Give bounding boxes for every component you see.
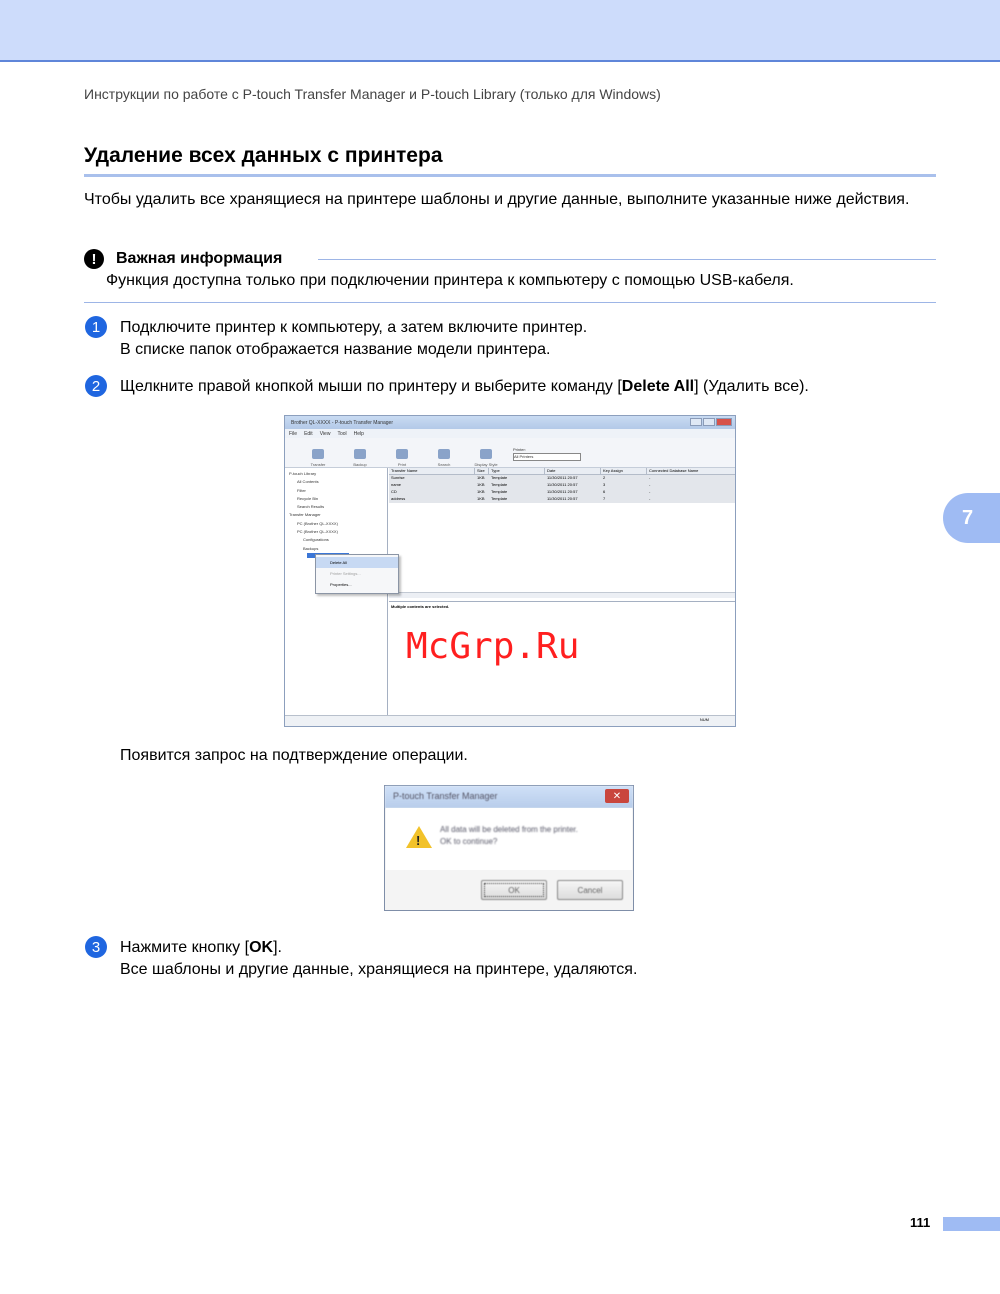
step-2-text-before: Щелкните правой кнопкой мыши по принтеру и выберите команду [ [120,378,622,395]
menu-file: File [289,430,298,437]
dialog-message [440,824,578,848]
step-3-badge: 3 [85,936,107,958]
running-head: Инструкции по работе с P-touch Transfer Manager и P-touch Library (только для Windows) [84,86,661,102]
search-label: Search [437,462,451,467]
tree-item: Transfer Manager [289,512,321,518]
tree-item: Configurations [303,537,329,543]
tree-item: Backups [303,545,319,551]
step-1-line-1: Подключите принтер к компьютеру, а затем включите принтер. [120,319,588,336]
column-header: Transfer Name [389,468,475,474]
search-tool [423,449,465,467]
display-style-icon [480,449,492,459]
print-label: Print [397,462,407,467]
column-header: Size [475,468,489,474]
step-3-line-1 [120,937,637,959]
note-title: Важная информация [116,250,283,267]
step-3-text [120,937,637,981]
note-rule-bottom [84,302,936,303]
contents-list [389,468,736,598]
context-menu [315,554,399,594]
tree-item: Filter [297,487,306,493]
menu-tool: Tool [337,430,347,437]
status-num: NUM [699,717,709,722]
dialog-message-line-2: OK to continue? [440,837,498,846]
display-style-tool [465,449,507,467]
list-header [389,468,736,475]
note-text: Функция доступна только при подключении принтера к компьютеру с помощью USB-кабеля. [106,272,794,289]
backup-label: Backup [353,462,367,467]
note-rule-top [318,259,936,260]
status-bar [285,715,736,726]
confirmation-text: Появится запрос на подтверждение операции. [120,747,468,764]
step-3-line-2: Все шаблоны и другие данные, хранящиеся на принтере, удаляются. [120,961,638,978]
page-number-bar [943,1217,1000,1231]
search-icon [438,449,450,459]
menu-bar [285,429,735,438]
warning-mark: ! [416,833,421,848]
maximize-icon [703,418,715,426]
note-header [84,249,282,269]
column-header: Key Assign [601,468,647,474]
toolbar [285,438,735,468]
step-3-button-name: OK [249,939,274,956]
chapter-tab: 7 [943,493,1000,543]
dialog-body [386,808,632,870]
backup-tool [339,449,381,467]
transfer-icon [312,449,324,459]
header-band [0,0,1000,60]
table-row: address 1KB Template 11/30/2011 20:57 7 - [389,496,736,503]
minimize-icon [690,418,702,426]
printer-selector [513,447,581,461]
tree-item: Search Results [297,504,325,510]
step-2-command: Delete All [621,378,695,395]
tree-item: PC (Brother QL-XXXX) [297,529,338,535]
intro-text: Чтобы удалить все хранящиеся на принтере шаблоны и другие данные, выполните указанные ниже действия. [84,191,910,208]
step-3-text-before: Нажмите кнопку [ [120,939,250,956]
backup-icon [354,449,366,459]
tree-item: P-touch Library [289,471,317,476]
transfer-label: Transfer [310,462,326,467]
dialog-close-icon: ✕ [605,789,629,803]
page-number: 111 [910,1215,931,1230]
dialog-cancel-button: Cancel [557,880,623,900]
step-2-text [120,376,809,398]
section-title: Удаление всех данных с принтера [84,144,443,167]
dialog-ok-button: OK [481,880,547,900]
horizontal-scrollbar [389,592,736,598]
step-1-badge: 1 [85,316,107,338]
table-row: name 1KB Template 11/30/2011 20:57 3 - [389,482,736,489]
menu-help: Help [353,430,364,437]
dialog-title: P-touch Transfer Manager [385,786,633,808]
preview-pane: Multiple contents are selected. [389,601,736,715]
important-icon: ! [84,249,104,269]
display-style-label: Display Style [474,462,498,467]
menu-view: View [319,430,331,437]
close-icon [716,418,732,426]
confirm-dialog-screenshot [384,785,634,911]
column-header: Date [545,468,601,474]
context-properties: Properties... [330,582,352,587]
watermark: McGrp.Ru [406,626,580,667]
printer-label: Printer: [513,447,526,452]
tree-item: All Contents [297,479,319,485]
folder-tree [286,468,388,727]
print-tool [381,449,423,467]
transfer-manager-screenshot [284,415,736,727]
step-2-badge: 2 [85,375,107,397]
menu-edit: Edit [304,430,313,437]
dialog-message-line-1: All data will be deleted from the printer. [440,825,578,834]
column-header: Connected Database Name [647,468,736,474]
title-rule [84,174,936,177]
printer-dropdown: All Printers [513,453,581,461]
context-printer-settings: Printer Settings... [330,571,361,576]
tree-item: PC (Brother QL-XXXX) [297,520,338,526]
window-title: Brother QL-XXXX - P-touch Transfer Manager [285,416,735,429]
table-row: Sunrise 1KB Template 11/30/2011 20:57 2 - [389,475,736,482]
step-2-text-after: ] (Удалить все). [694,378,809,395]
print-icon [396,449,408,459]
step-1-line-2: В списке папок отображается название модели принтера. [120,341,551,358]
header-rule [0,60,1000,62]
window-buttons [690,418,732,426]
context-delete-all: Delete All [316,557,398,568]
step-3-text-after: ]. [273,939,282,956]
step-1-text [120,317,587,361]
column-header: Type [489,468,545,474]
table-row: CD 1KB Template 11/30/2011 20:57 6 - [389,489,736,496]
transfer-tool [297,449,339,467]
tree-item: Recycle Bin [297,495,319,501]
